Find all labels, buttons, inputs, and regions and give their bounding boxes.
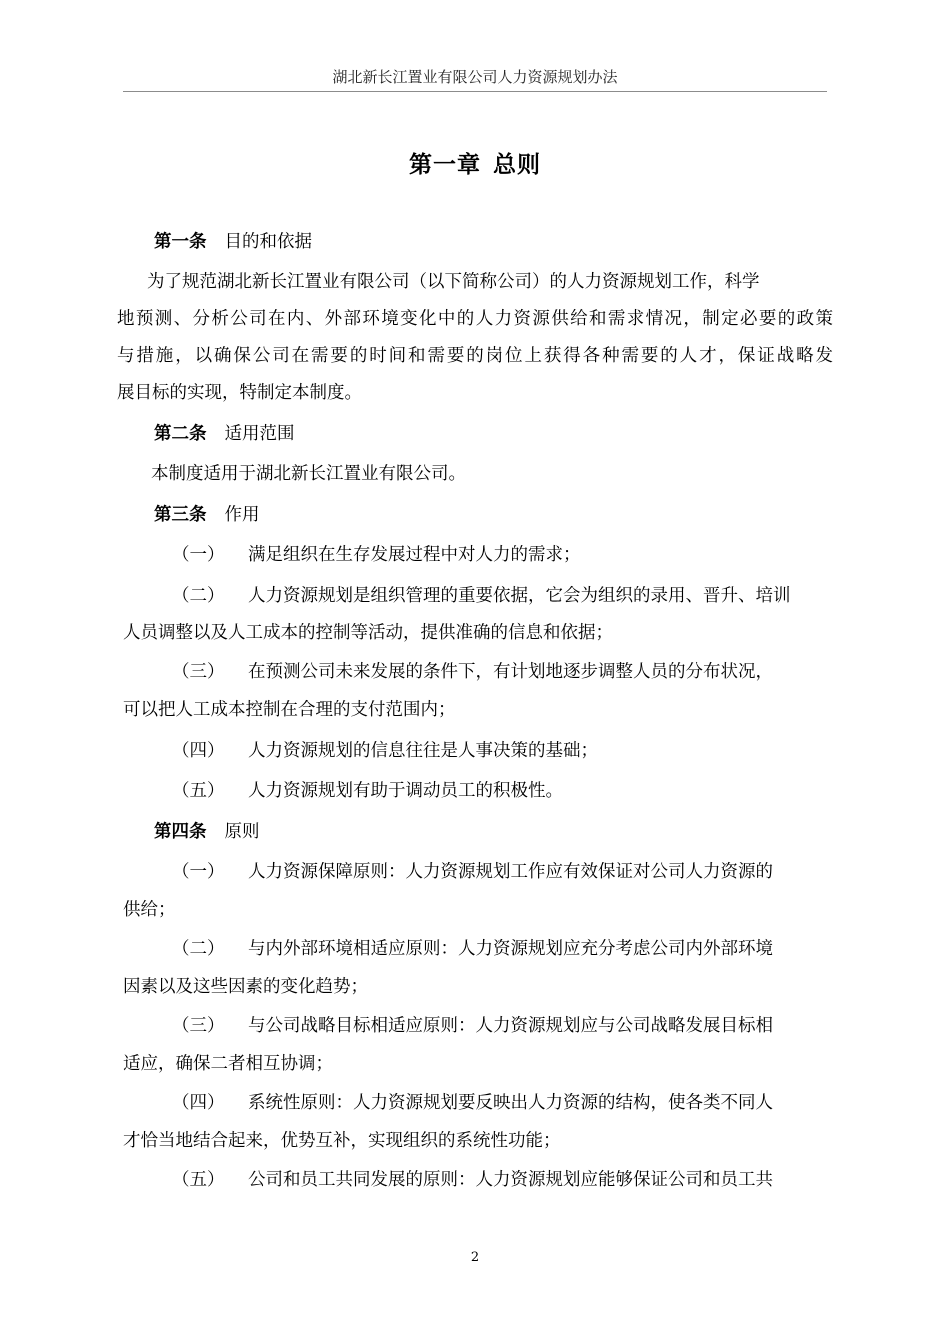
item-continuation: 才恰当地结合起来，优势互补，实现组织的系统性功能； xyxy=(123,1131,561,1151)
item-number: （四） xyxy=(172,741,225,761)
list-item xyxy=(172,1166,773,1191)
article-title: 适用范围 xyxy=(224,424,295,444)
chapter-name: 总则 xyxy=(493,151,541,178)
item-number: （四） xyxy=(172,1093,225,1113)
item-text: 与公司战略目标相适应原则：人力资源规划应与公司战略发展目标相 xyxy=(248,1016,773,1036)
list-item xyxy=(172,1012,773,1037)
article-number: 第一条 xyxy=(154,232,207,252)
paragraph-line: 与措施，以确保公司在需要的时间和需要的岗位上获得各种需要的人才，保证战略发 xyxy=(117,346,833,366)
paragraph-line: 为了规范湖北新长江置业有限公司（以下简称公司）的人力资源规划工作，科学 xyxy=(147,272,760,292)
paragraph-line: 本制度适用于湖北新长江置业有限公司。 xyxy=(151,464,466,484)
article-number: 第三条 xyxy=(154,505,207,525)
article-2-heading xyxy=(154,420,295,445)
article-title: 原则 xyxy=(224,822,260,842)
list-item xyxy=(172,541,581,566)
item-text: 满足组织在生存发展过程中对人力的需求； xyxy=(248,545,581,565)
item-text: 与内外部环境相适应原则：人力资源规划应充分考虑公司内外部环境 xyxy=(248,939,773,959)
item-continuation: 适应，确保二者相互协调； xyxy=(123,1054,333,1074)
article-4-heading xyxy=(154,818,260,843)
item-text: 在预测公司未来发展的条件下，有计划地逐步调整人员的分布状况， xyxy=(248,662,773,682)
item-text: 公司和员工共同发展的原则：人力资源规划应能够保证公司和员工共 xyxy=(248,1170,773,1190)
paragraph-line: 展目标的实现，特制定本制度。 xyxy=(117,383,362,403)
running-header: 湖北新长江置业有限公司人力资源规划办法 xyxy=(332,68,618,86)
list-item xyxy=(172,582,791,607)
page-number: 2 xyxy=(470,1250,480,1265)
item-number: （二） xyxy=(172,939,225,959)
list-item xyxy=(172,935,773,960)
item-number: （一） xyxy=(172,545,225,565)
item-text: 人力资源规划是组织管理的重要依据，它会为组织的录用、晋升、培训 xyxy=(248,586,791,606)
article-1-heading xyxy=(154,228,312,253)
list-item xyxy=(172,777,563,802)
list-item xyxy=(172,858,773,883)
article-title: 作用 xyxy=(224,505,260,525)
chapter-number: 第一章 xyxy=(409,151,481,178)
item-continuation: 供给； xyxy=(123,900,176,920)
paragraph-line: 地预测、分析公司在内、外部环境变化中的人力资源供给和需求情况，制定必要的政策 xyxy=(117,309,833,329)
item-text: 人力资源规划有助于调动员工的积极性。 xyxy=(248,781,563,801)
item-continuation: 可以把人工成本控制在合理的支付范围内； xyxy=(123,700,456,720)
item-text: 系统性原则：人力资源规划要反映出人力资源的结构，使各类不同人 xyxy=(248,1093,773,1113)
item-number: （三） xyxy=(172,662,225,682)
list-item xyxy=(172,658,773,683)
article-number: 第二条 xyxy=(154,424,207,444)
item-continuation: 因素以及这些因素的变化趋势； xyxy=(123,977,368,997)
article-title: 目的和依据 xyxy=(224,232,312,252)
list-item xyxy=(172,737,598,762)
item-text: 人力资源规划的信息往往是人事决策的基础； xyxy=(248,741,598,761)
item-number: （三） xyxy=(172,1016,225,1036)
item-text: 人力资源保障原则：人力资源规划工作应有效保证对公司人力资源的 xyxy=(248,862,773,882)
article-3-heading xyxy=(154,501,260,526)
item-continuation: 人员调整以及人工成本的控制等活动，提供准确的信息和依据； xyxy=(123,623,613,643)
item-number: （五） xyxy=(172,1170,225,1190)
list-item xyxy=(172,1089,773,1114)
item-number: （二） xyxy=(172,586,225,606)
item-number: （一） xyxy=(172,862,225,882)
item-number: （五） xyxy=(172,781,225,801)
document-body xyxy=(117,0,837,1240)
article-number: 第四条 xyxy=(154,822,207,842)
